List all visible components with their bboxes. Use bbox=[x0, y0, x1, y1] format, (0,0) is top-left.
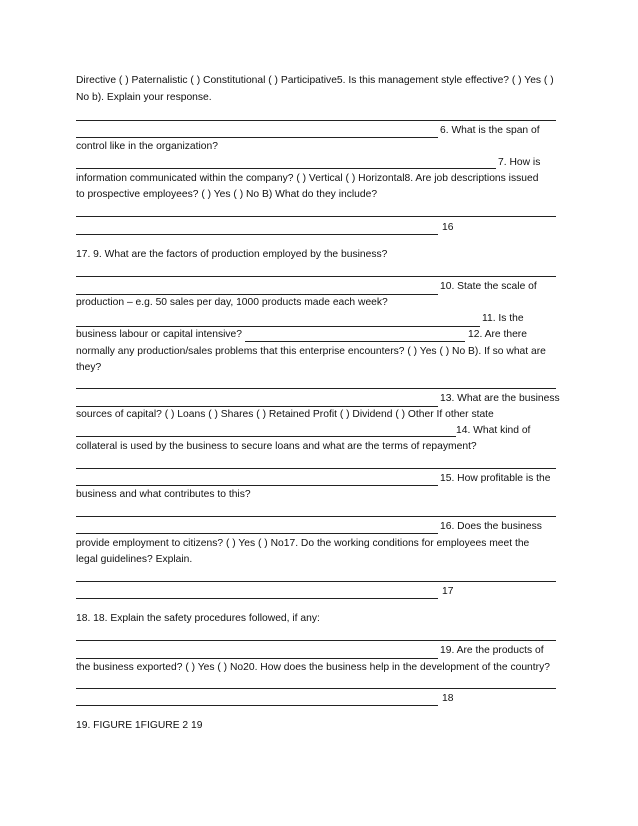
answer-line bbox=[76, 234, 438, 235]
answer-line bbox=[76, 516, 556, 517]
answer-line bbox=[76, 598, 438, 599]
text-line: to prospective employees? ( ) Yes ( ) No B) What do they include? bbox=[76, 189, 378, 200]
text-line: 12. Are there bbox=[468, 329, 527, 340]
page-number: 16 bbox=[442, 222, 454, 233]
text-line: 19. Are the products of bbox=[440, 645, 544, 656]
answer-line bbox=[245, 341, 465, 342]
answer-line bbox=[76, 688, 556, 689]
text-line: control like in the organization? bbox=[76, 141, 218, 152]
answer-line bbox=[76, 485, 438, 486]
text-line: 10. State the scale of bbox=[440, 281, 537, 292]
text-line: production – e.g. 50 sales per day, 1000 products made each week? bbox=[76, 297, 388, 308]
answer-line bbox=[76, 406, 438, 407]
answer-line bbox=[76, 168, 496, 169]
answer-line bbox=[76, 705, 438, 706]
text-line: collateral is used by the business to secure loans and what are the terms of repayment? bbox=[76, 441, 477, 452]
page-number: 18 bbox=[442, 693, 454, 704]
text-line: provide employment to citizens? ( ) Yes ( ) No17. Do the working conditions for employees meet the bbox=[76, 538, 530, 549]
answer-line bbox=[76, 468, 556, 469]
text-line: Directive ( ) Paternalistic ( ) Constitutional ( ) Participative5. Is this management style effective? ( ) Yes ( ) bbox=[76, 75, 554, 86]
text-line: legal guidelines? Explain. bbox=[76, 554, 193, 565]
text-line: business labour or capital intensive? bbox=[76, 329, 242, 340]
text-line: 18. 18. Explain the safety procedures followed, if any: bbox=[76, 613, 320, 624]
text-line: 17. 9. What are the factors of production employed by the business? bbox=[76, 249, 388, 260]
text-line: 7. How is bbox=[498, 157, 541, 168]
answer-line bbox=[76, 294, 438, 295]
text-line: business and what contributes to this? bbox=[76, 489, 251, 500]
answer-line bbox=[76, 137, 438, 138]
text-line: sources of capital? ( ) Loans ( ) Shares ( ) Retained Profit ( ) Dividend ( ) Other If other state bbox=[76, 409, 494, 420]
text-line: normally any production/sales problems that this enterprise encounters? ( ) Yes ( ) No B). If so what are bbox=[76, 346, 546, 357]
answer-line bbox=[76, 581, 556, 582]
text-line: 14. What kind of bbox=[456, 425, 531, 436]
text-line: 11. Is the bbox=[482, 313, 524, 324]
text-line: 19. FIGURE 1FIGURE 2 19 bbox=[76, 720, 203, 731]
answer-line bbox=[76, 120, 556, 121]
page-number: 17 bbox=[442, 586, 454, 597]
answer-line bbox=[76, 388, 556, 389]
text-line: information communicated within the company? ( ) Vertical ( ) Horizontal8. Are job descriptions issued bbox=[76, 173, 539, 184]
text-line: 13. What are the business bbox=[440, 393, 560, 404]
text-line: the business exported? ( ) Yes ( ) No20. How does the business help in the development of the country? bbox=[76, 662, 550, 673]
text-line: No b). Explain your response. bbox=[76, 92, 212, 103]
text-line: 15. How profitable is the bbox=[440, 473, 551, 484]
answer-line bbox=[76, 276, 556, 277]
answer-line bbox=[76, 658, 438, 659]
answer-line bbox=[76, 326, 480, 327]
answer-line bbox=[76, 216, 556, 217]
answer-line bbox=[76, 436, 456, 437]
answer-line bbox=[76, 640, 556, 641]
text-line: 6. What is the span of bbox=[440, 125, 540, 136]
answer-line bbox=[76, 533, 438, 534]
text-line: 16. Does the business bbox=[440, 521, 542, 532]
text-line: they? bbox=[76, 362, 102, 373]
